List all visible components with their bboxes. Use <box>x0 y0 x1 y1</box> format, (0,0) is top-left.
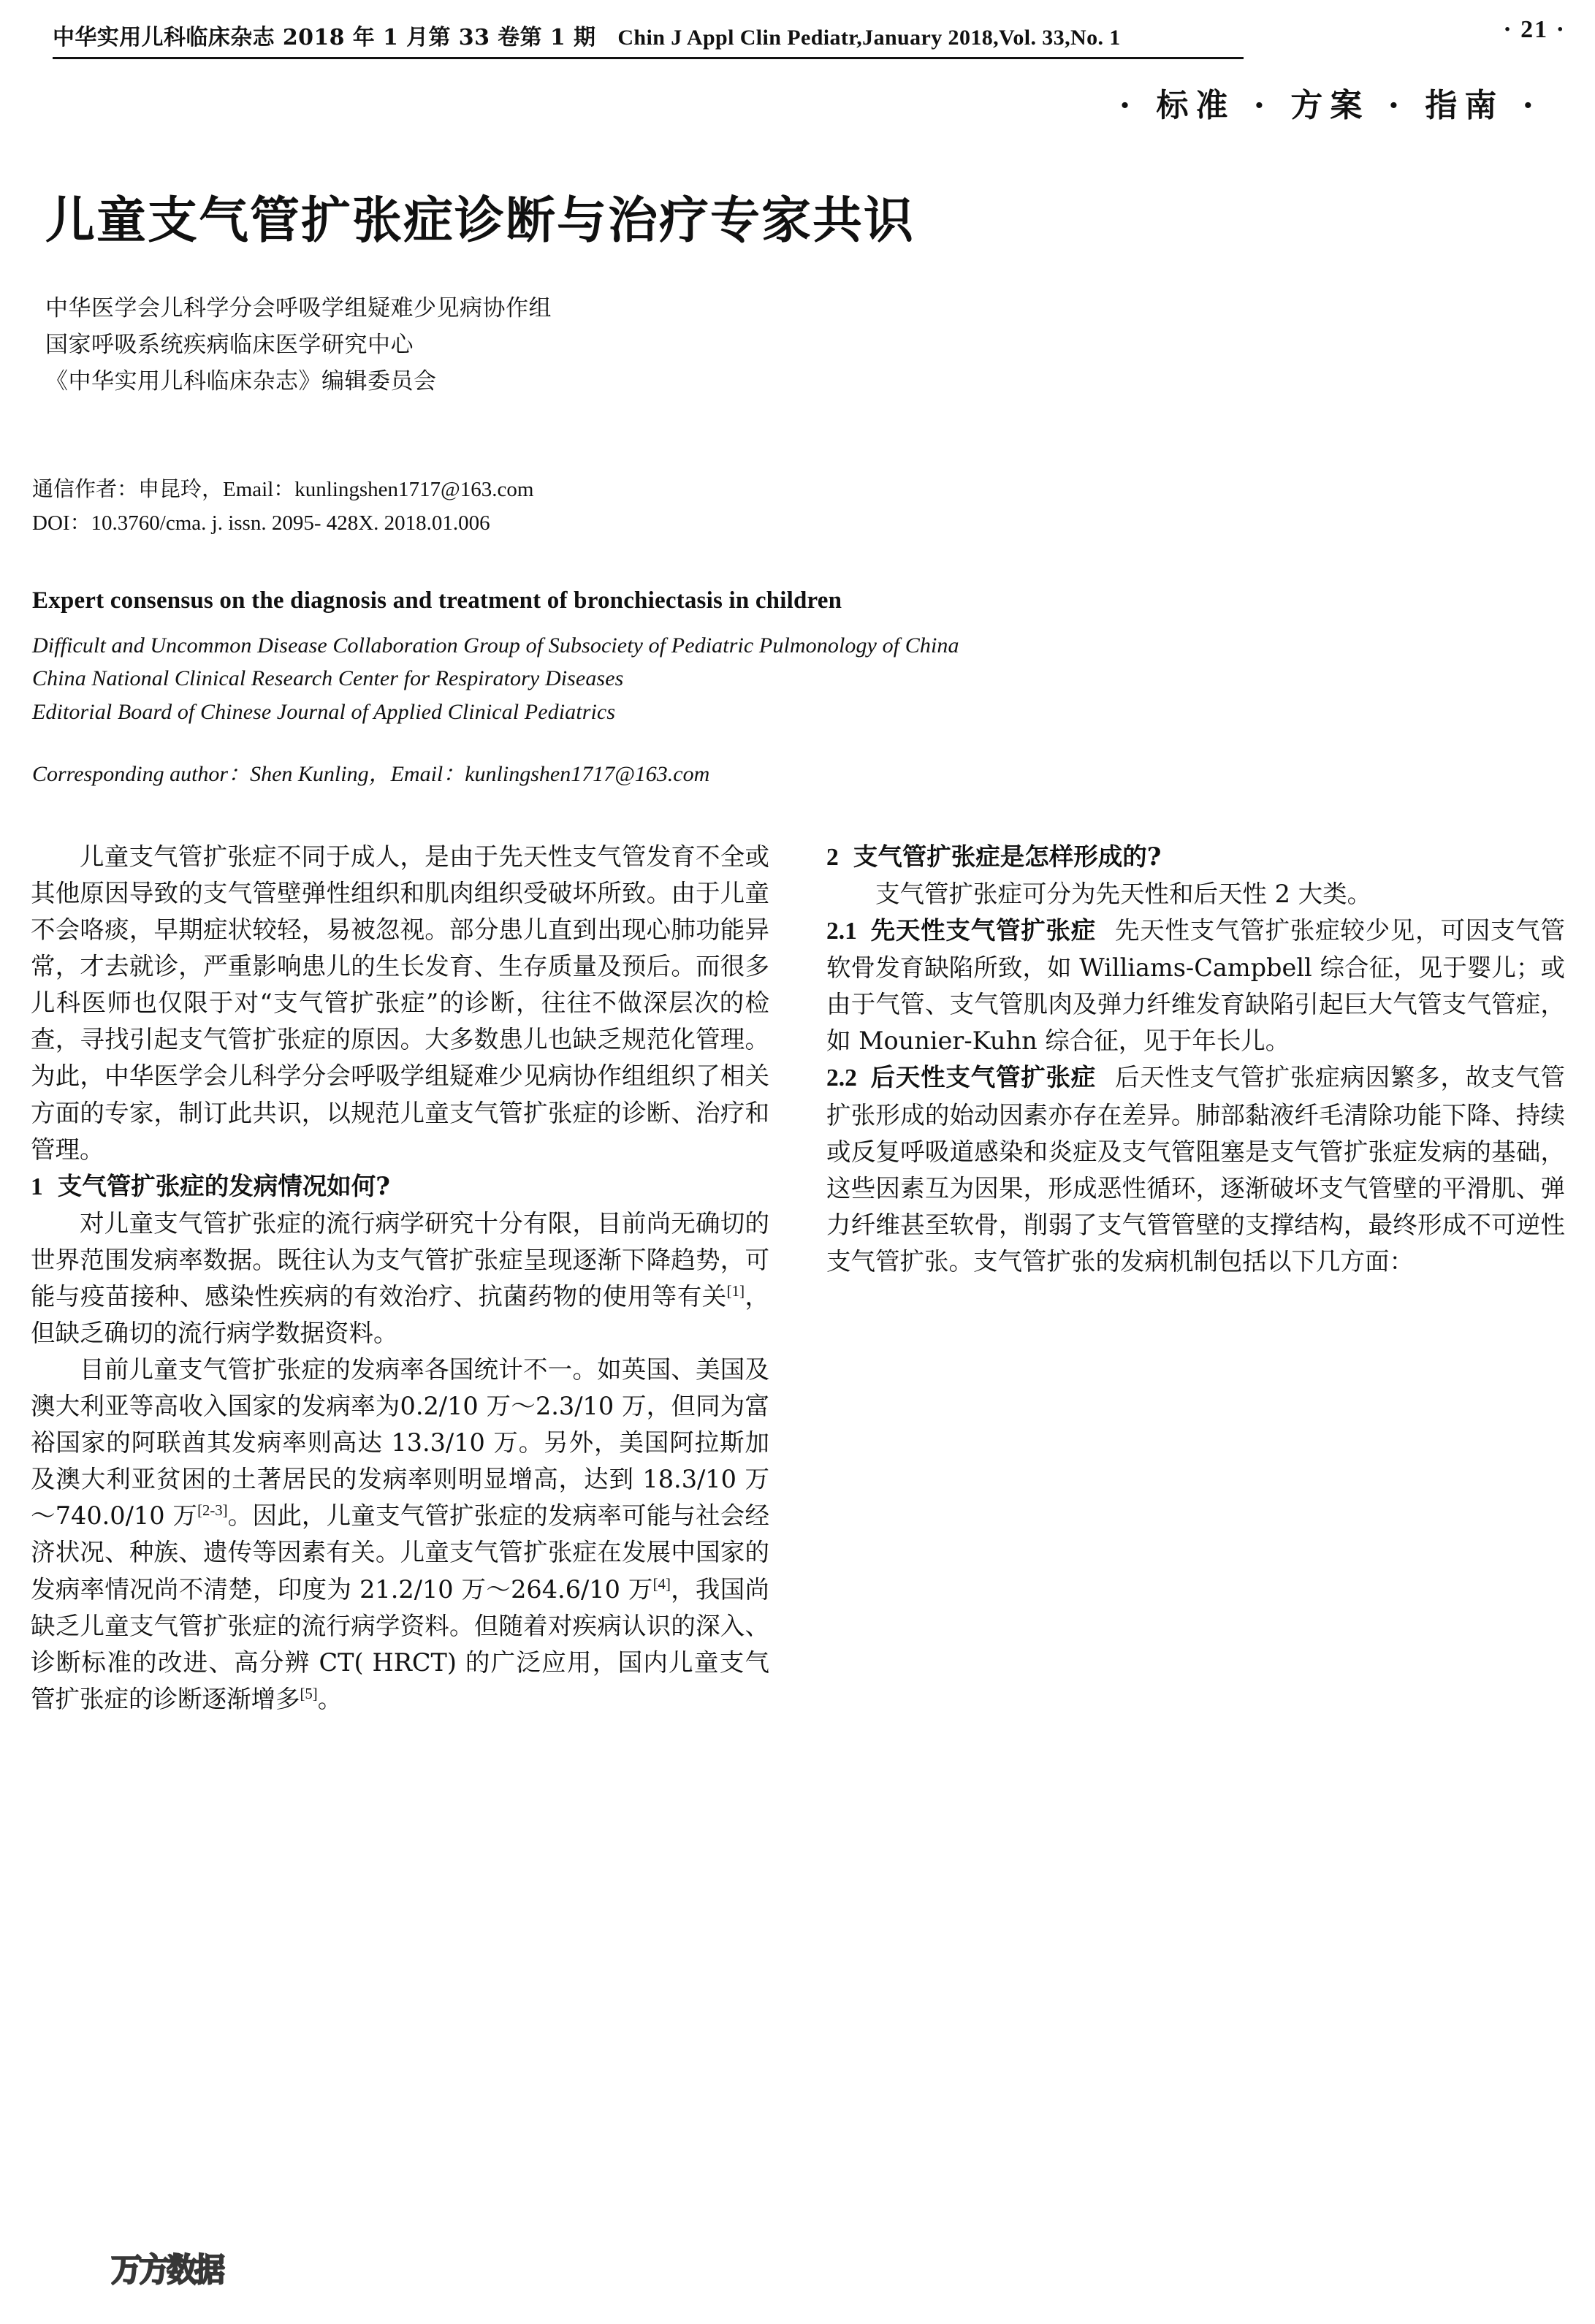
affiliation-cn-3: 《中华实用儿科临床杂志》编辑委员会 <box>45 368 437 395</box>
section-number-1: 1 <box>31 1173 43 1200</box>
section-heading-1 <box>31 1168 769 1205</box>
english-affiliation-2: China National Clinical Research Center for Respiratory Diseases <box>32 666 624 691</box>
citation-4: [4] <box>652 1575 671 1593</box>
section-number-2: 2 <box>826 844 839 871</box>
page-title: 儿童支气管扩张症诊断与治疗专家共识 <box>45 191 915 250</box>
affiliation-cn-2: 国家呼吸系统疾病临床医学研究中心 <box>45 332 414 359</box>
section1-paragraph-1 <box>31 1205 769 1352</box>
section2-intro: 支气管扩张症可分为先天性和后天性 2 大类。 <box>875 880 1372 909</box>
s1p1-text-b: ，但缺乏确切的流行病学数据资料。 <box>31 1281 769 1348</box>
title-block <box>45 190 1550 400</box>
s1p2-text-a: 目前儿童支气管扩张症的发病率各国统计不一。如英国、美国及澳大利亚等高收入国家的发病率为0.2/10 万～2.3/10 万，但同为富裕国家的阿联酋其发病率则高达 13.3/10 万。另外，美国阿拉斯加及澳大利亚贫困的土著居民的发病率则明显增高，达到 18.3/10 万～740.0/10 万 <box>31 1355 769 1531</box>
subsection-label-2-1: 先天性支气管扩张症 <box>869 916 1097 945</box>
page-number: · 21 · <box>1503 16 1566 43</box>
section-heading-2 <box>826 839 1565 876</box>
s1p1-text-a: 对儿童支气管扩张症的流行病学研究十分有限，目前尚无确切的世界范围发病率数据。既往认为支气管扩张症呈现逐渐下降趋势，可能与疫苗接种、感染性疾病的有效治疗、抗菌药物的使用等有关 <box>31 1208 769 1311</box>
english-block <box>32 584 1551 728</box>
section-title-1: 支气管扩张症的发病情况如何? <box>57 1171 390 1200</box>
citation-2-3: [2-3] <box>197 1502 228 1520</box>
intro-paragraph: 儿童支气管扩张症不同于成人，是由于先天性支气管发育不全或其他原因导致的支气管壁弹性组织和肌肉组织受破坏所致。由于儿童不会咯痰，早期症状较轻，易被忽视。部分患儿直到出现心肺功能异常，才去就诊，严重影响患儿的生长发育、生存质量及预后。而很多儿科医师也仅限于对“支气管扩张症”的诊断，往往不做深层次的检查，寻找引起支气管扩张症的原因。大多数患儿也缺乏规范化管理。为此，中华医学会儿科学分会呼吸学组疑难少见病协作组组织了相关方面的专家，制订此共识，以规范儿童支气管扩张症的诊断、治疗和管理。 <box>31 842 769 1164</box>
section1-paragraph-2 <box>31 1352 769 1718</box>
article-body <box>31 839 1565 2324</box>
subsection-2-1 <box>826 913 1565 1059</box>
doi-line: DOI：10.3760/cma. j. issn. 2095- 428X. 2018.01.006 <box>32 511 490 535</box>
citation-1: [1] <box>726 1282 745 1300</box>
column-right <box>826 839 1565 2324</box>
subsection-label-2-2: 后天性支气管扩张症 <box>869 1063 1097 1092</box>
subsection-2-2 <box>826 1059 1565 1279</box>
affiliation-cn-1: 中华医学会儿科学分会呼吸学组疑难少见病协作组 <box>45 295 552 321</box>
english-affiliation-1: Difficult and Uncommon Disease Collaboration Group of Subsociety of Pediatric Pulmonology of China <box>32 633 959 658</box>
english-affiliation-3: Editorial Board of Chinese Journal of Applied Clinical Pediatrics <box>32 699 616 724</box>
running-head-rule <box>53 57 1244 59</box>
citation-5: [5] <box>300 1685 318 1702</box>
corresponding-author-cn: 通信作者：申昆玲，Email：kunlingshen1717@163.com <box>32 478 534 501</box>
s1p2-text-c: ，我国尚缺乏儿童支气管扩张症的流行病学资料。但随着对疾病认识的深入、诊断标准的改进、高分辨 CT( HRCT) 的广泛应用，国内儿童支气管扩张症的诊断逐渐增多 <box>31 1574 769 1713</box>
meta-block <box>32 473 533 541</box>
column-left <box>31 839 769 2324</box>
subsection-text-2-1: 先天性支气管扩张症较少见，可因支气管软骨发育缺陷所致，如 Williams-Campbell 综合征，见于婴儿；或由于气管、支气管肌肉及弹力纤维发育缺陷引起巨大气管支气管症，如 Mounier-Kuhn 综合征，见于年长儿。 <box>826 916 1565 1056</box>
running-head <box>53 19 1542 58</box>
article-category: · 标准 · 方案 · 指南 · <box>1119 87 1541 124</box>
english-title: Expert consensus on the diagnosis and treatment of bronchiectasis in children <box>32 587 842 614</box>
subsection-text-2-2: 后天性支气管扩张症病因繁多，故支气管扩张形成的始动因素亦存在差异。肺部黏液纤毛清除功能下降、持续或反复呼吸道感染和炎症及支气管阻塞是支气管扩张症发病的基础，这些因素互为因果，形成恶性循环，逐渐破坏支气管壁的平滑肌、弹力纤维甚至软骨，削弱了支气管管壁的支撑结构，最终形成不可逆性支气管扩张。支气管扩张的发病机制包括以下几方面： <box>826 1063 1565 1276</box>
running-head-journal-cn: 中华实用儿科临床杂志 2018 年 1 月第 33 卷第 1 期 <box>53 25 596 50</box>
section-title-2: 支气管扩张症是怎样形成的? <box>853 842 1162 871</box>
running-head-journal-en: Chin J Appl Clin Pediatr,January 2018,Vol. 33,No. 1 <box>617 26 1121 50</box>
wanfang-watermark: 万方数据 <box>111 2250 223 2289</box>
subsection-number-2-2: 2.2 <box>826 1064 857 1092</box>
english-corresponding-author: Corresponding author：Shen Kunling，Email：kunlingshen1717@163.com <box>32 762 710 786</box>
subsection-number-2-1: 2.1 <box>826 918 857 945</box>
s1p2-text-d: 。 <box>317 1684 343 1713</box>
s1p2-text-b: 。因此，儿童支气管扩张症的发病率可能与社会经济状况、种族、遗传等因素有关。儿童支气管扩张症在发展中国家的发病率情况尚不清楚，印度为 21.2/10 万～264.6/10 万 <box>31 1501 769 1604</box>
